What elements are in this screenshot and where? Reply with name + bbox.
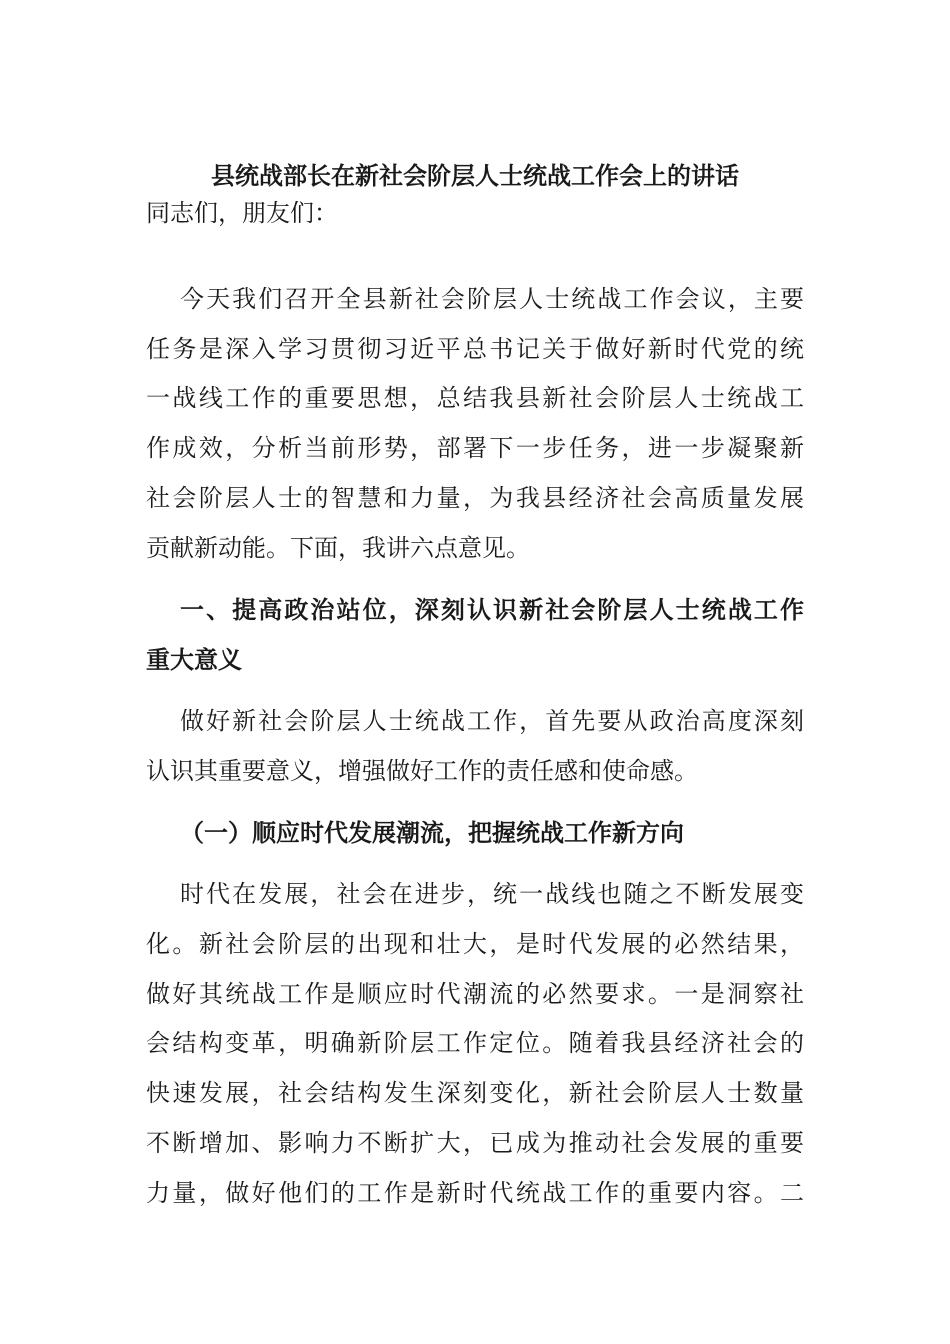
section-1-paragraph-line-2: 认识其重要意义，增强做好工作的责任感和使命感。 xyxy=(146,757,698,785)
subsection-1-paragraph-line-5: 快速发展，社会结构发生深刻变化，新社会阶层人士数量 xyxy=(146,1079,804,1107)
subsection-1-paragraph-line-2: 化。新社会阶层的出现和壮大，是时代发展的必然结果， xyxy=(146,930,804,958)
intro-line-6: 贡献新动能。下面，我讲六点意见。 xyxy=(146,534,530,562)
intro-line-2: 任务是深入学习贯彻习近平总书记关于做好新时代党的统 xyxy=(146,335,804,363)
intro-line-3: 一战线工作的重要思想，总结我县新社会阶层人士统战工 xyxy=(146,384,804,412)
subsection-1-paragraph-line-6: 不断增加、影响力不断扩大，已成为推动社会发展的重要 xyxy=(146,1129,804,1157)
subsection-1-paragraph-line-3: 做好其统战工作是顺应时代潮流的必然要求。一是洞察社 xyxy=(146,980,804,1008)
subsection-1-paragraph-line-7: 力量，做好他们的工作是新时代统战工作的重要内容。二 xyxy=(146,1179,804,1207)
section-1-heading-line-1: 一、提高政治站位，深刻认识新社会阶层人士统战工作 xyxy=(180,595,804,624)
intro-line-5: 社会阶层人士的智慧和力量，为我县经济社会高质量发展 xyxy=(146,484,804,512)
intro-line-1: 今天我们召开全县新社会阶层人士统战工作会议，主要 xyxy=(180,285,804,313)
document-title: 县统战部长在新社会阶层人士统战工作会上的讲话 xyxy=(211,161,739,190)
subsection-1-paragraph-line-1: 时代在发展，社会在进步，统一战线也随之不断发展变 xyxy=(180,880,804,908)
section-1-paragraph-line-1: 做好新社会阶层人士统战工作，首先要从政治高度深刻 xyxy=(180,707,804,735)
salutation: 同志们，朋友们： xyxy=(146,199,338,227)
intro-line-4: 作成效，分析当前形势，部署下一步任务，进一步凝聚新 xyxy=(146,434,804,462)
section-1-heading-line-2: 重大意义 xyxy=(146,645,242,674)
subsection-1-paragraph-line-4: 会结构变革，明确新阶层工作定位。随着我县经济社会的 xyxy=(146,1029,804,1057)
subsection-1-heading: （一）顺应时代发展潮流，把握统战工作新方向 xyxy=(180,818,684,847)
